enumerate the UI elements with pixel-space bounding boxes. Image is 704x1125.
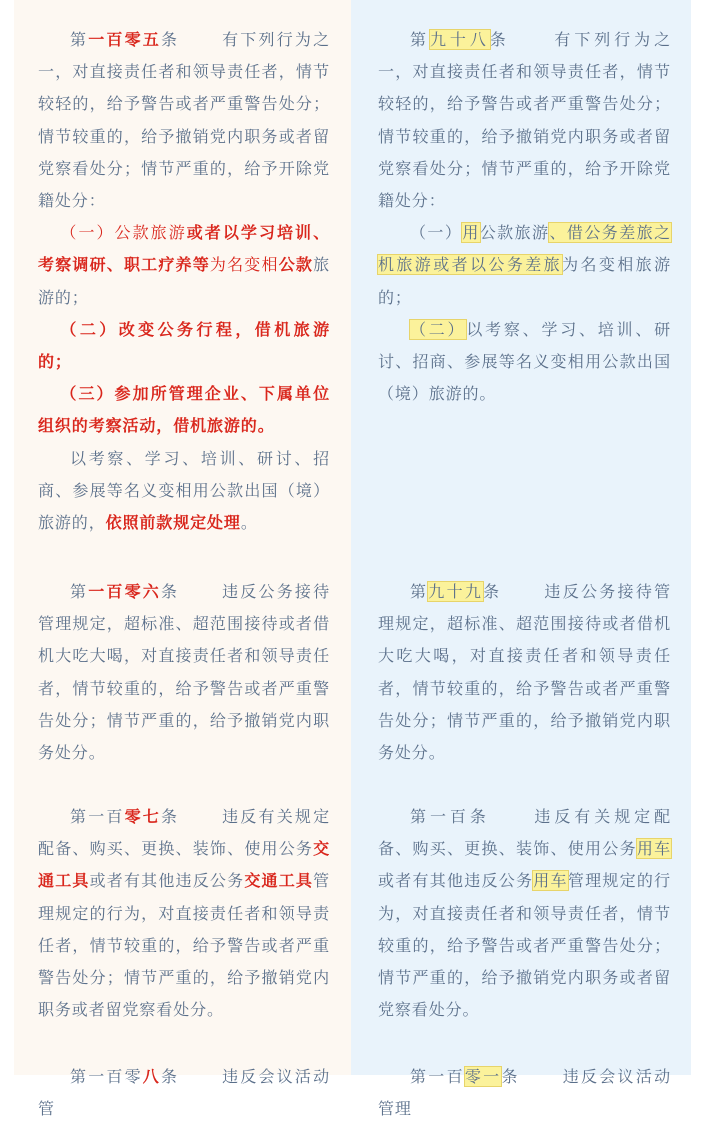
article-108-partial: 第一百零八条 违反会议活动管 <box>38 1067 330 1119</box>
article-105-item-3: （三）参加所管理企业、下属单位组织的考察活动，借机旅游的。 <box>38 384 330 436</box>
article-107: 第一百零七条 违反有关规定配备、购买、更换、装饰、使用公务交通工具或者有其他违反公务交通工具管理规定的行为，对直接责任者和领导责任者，情节较重的，给予警告或者严重警告处分；情节严重的，给予撤销党内职务或者留党察看处分。 <box>38 807 331 1020</box>
article-106: 第一百零六条 违反公务接待管理规定，超标准、超范围接待或者借机大吃大喝，对直接责任者和领导责任者，情节较重的，给予警告或者严重警告处分；情节严重的，给予撤销党内职务处分。 <box>38 582 330 763</box>
article-105 <box>38 24 330 539</box>
article-105-para-2: 以考察、学习、培训、研讨、招商、参展等名义变相用公款出国（境）旅游的，依照前款规定处理。 <box>38 448 330 533</box>
article-101-partial: 第一百零一条 违反会议活动管理 <box>378 1067 672 1119</box>
left-column <box>14 0 351 1119</box>
article-99: 第九十九条 违反公务接待管理规定，超标准、超范围接待或者借机大吃大喝，对直接责任者和领导责任者，情节较重的，给予警告或者严重警告处分；情节严重的，给予撤销党内职务处分。 <box>378 582 672 763</box>
article-105-item-2: （二）改变公务行程，借机旅游的； <box>38 319 330 372</box>
article-105-item-1: （一）公款旅游或者以学习培训、考察调研、职工疗养等为名变相公款旅游的； <box>38 223 330 307</box>
article-98 <box>378 24 671 410</box>
right-column <box>351 0 691 1119</box>
article-100: 第一百条 违反有关规定配备、购买、更换、装饰、使用公务用车或者有其他违反公务用车管理规定的行为，对直接责任者和领导责任者，情节较重的，给予警告或者严重警告处分；情节严重的，给予撤销党内职务或者留党察看处分。 <box>378 807 671 1020</box>
article-98-intro: 第九十八条 有下列行为之一，对直接责任者和领导责任者，情节较轻的，给予警告或者严重警告处分；情节较重的，给予撤销党内职务或者留党察看处分；情节严重的，给予开除党籍处分： <box>378 30 672 211</box>
article-98-item-1: （一）用公款旅游、借公务差旅之机旅游或者以公务差旅为名变相旅游的； <box>378 223 671 307</box>
article-98-item-2: （二）以考察、学习、培训、研讨、招商、参展等名义变相用公款出国（境）旅游的。 <box>378 319 672 404</box>
article-105-intro: 第一百零五条 有下列行为之一，对直接责任者和领导责任者，情节较轻的，给予警告或者严重警告处分；情节较重的，给予撤销党内职务或者留党察看处分；情节严重的，给予开除党籍处分： <box>38 30 330 211</box>
